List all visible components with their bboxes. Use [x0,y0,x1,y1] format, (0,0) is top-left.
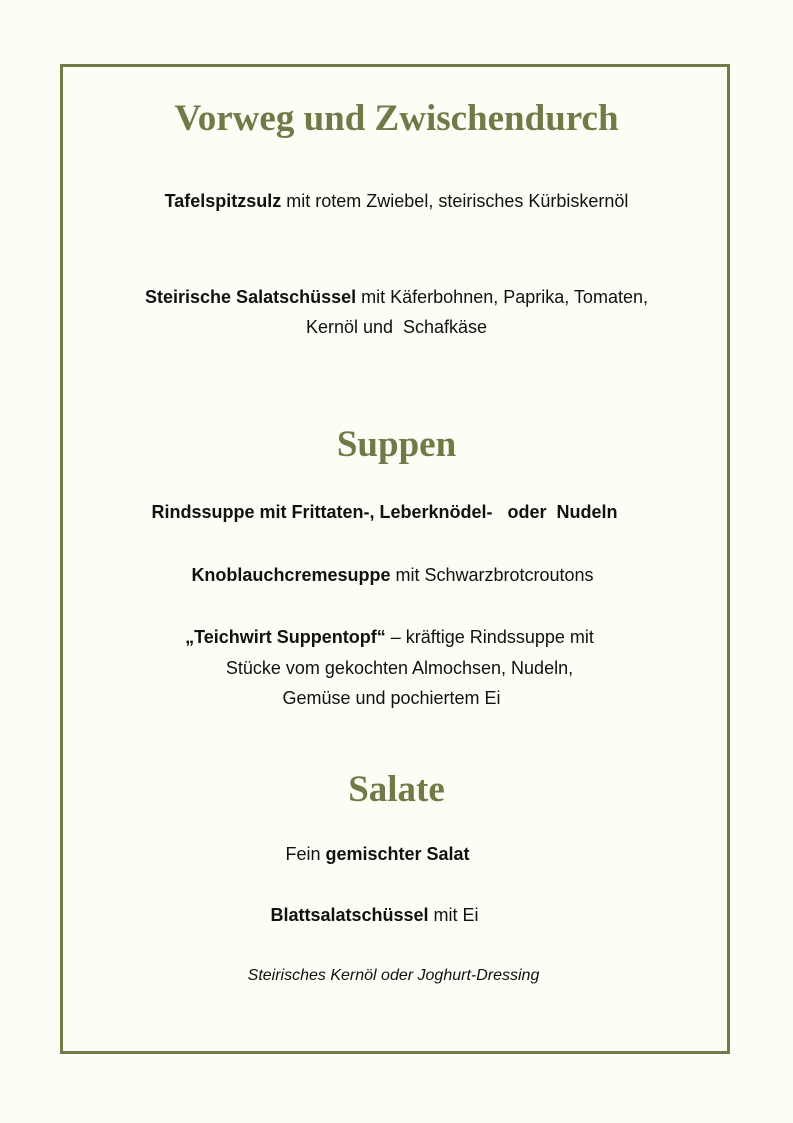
item-name: Tafelspitzsulz [164,191,282,211]
item-description: mit rotem Zwiebel, steirisches Kürbiskernöl [281,191,629,211]
item-name: „Teichwirt Suppentopf“ [185,627,386,647]
item-name: Knoblauchcremesuppe [191,565,391,585]
menu-item-suppentopf [0,625,786,649]
item-description: mit Ei [428,905,479,925]
dressing-note: Steirisches Kernöl oder Joghurt-Dressing [247,967,540,984]
item-description: mit Schwarzbrotcroutons [390,565,594,585]
menu-item-suppentopf-line2: Stücke vom gekochten Almochsen, Nudeln, [225,658,574,678]
section-title-salate: Salate [348,769,445,810]
item-name: gemischter Salat [325,844,470,864]
menu-item-gemischter-salat [0,842,774,866]
item-description: – kräftige Rindssuppe mit [385,627,594,647]
menu-item-suppentopf-line3: Gemüse und pochiertem Ei [282,688,501,708]
item-description: mit Käferbohnen, Paprika, Tomaten, [356,287,648,307]
menu-item-salatschuessel [0,285,793,309]
menu-item-rindssuppe [0,500,781,524]
item-name: Rindssuppe mit Frittaten-, Leberknödel- oder Nudeln [151,502,618,522]
menu-item-salatschuessel-line2: Kernöl und Schafkäse [305,317,488,337]
item-name: Steirische Salatschüssel [145,287,357,307]
section-title-vorweg: Vorweg und Zwischendurch [174,98,619,139]
section-title-suppen: Suppen [336,424,457,465]
item-prefix: Fein [285,844,326,864]
menu-item-blattsalatschuessel [0,903,771,927]
menu-item-knoblauchcremesuppe [0,563,789,587]
item-name: Blattsalatschüssel [270,905,429,925]
menu-item-tafelspitzsulz [0,189,793,213]
